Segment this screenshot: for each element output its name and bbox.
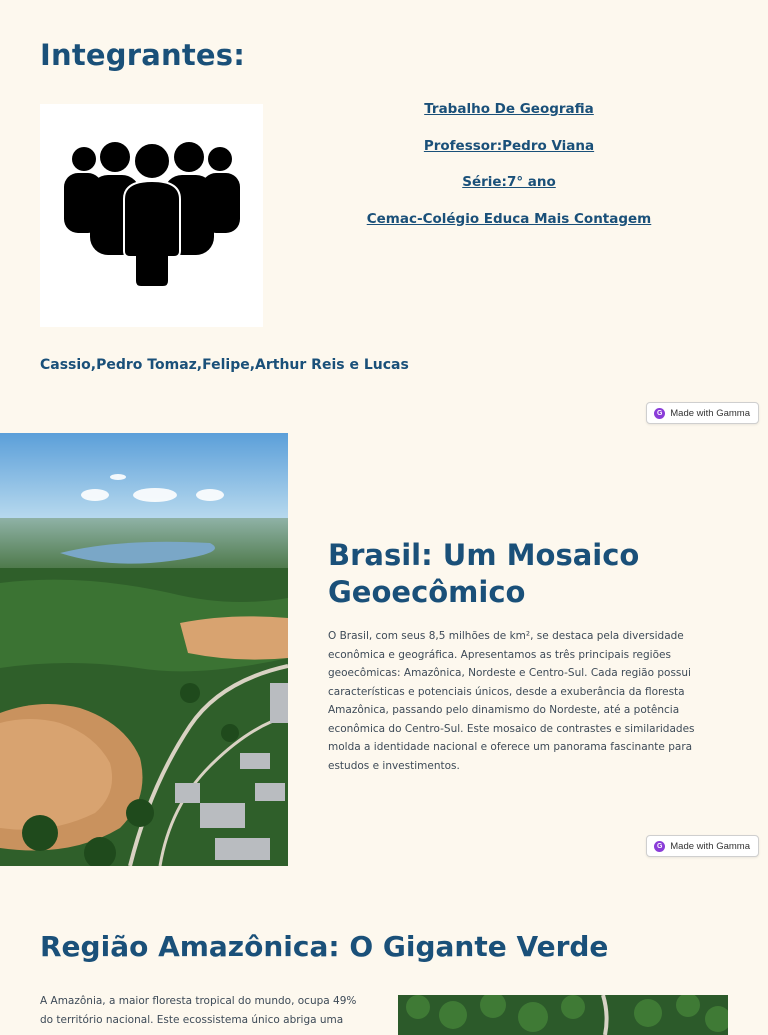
info-link-escola[interactable]: Cemac-Colégio Educa Mais Contagem (366, 210, 652, 227)
slide-integrantes (0, 0, 768, 433)
slide-amazonica (0, 900, 768, 1024)
badge-label: Made with Gamma (670, 840, 750, 852)
made-with-gamma-badge[interactable] (646, 835, 759, 857)
badge-label: Made with Gamma (670, 407, 750, 419)
group-people-icon (40, 104, 263, 327)
info-link-serie[interactable]: Série:7° ano (462, 174, 556, 190)
info-link-trabalho[interactable]: Trabalho De Geografia (424, 101, 594, 117)
amazonica-heading: Região Amazônica: O Gigante Verde (40, 930, 609, 963)
brasil-heading: Brasil: Um Mosaico Geoecômico (328, 538, 640, 609)
brasil-paragraph: O Brasil, com seus 8,5 milhões de km², se destaca pela diversidade econômica e geográfica. Apresentamos as três principais regiões geoecômicas: Amazônica, Nordeste e Centro-Sul. Cada região possui características e potenciais únicos, desde a exuberância da floresta Amazônica, passando pelo dinamismo do Nordeste, até a potência econômica do Centro-Sul. Este mosaico de contrastes e similaridades molda a identidade nacional e oferece um panorama fascinante para estudos e investimentos. (328, 630, 695, 772)
aerial-landscape-image (0, 433, 288, 866)
forest-canopy-image (398, 995, 728, 1035)
gamma-logo-icon: G (654, 408, 665, 419)
gamma-logo-icon: G (654, 841, 665, 852)
integrantes-heading: Integrantes: (40, 38, 246, 72)
slide-brasil (0, 433, 768, 900)
amazonica-paragraph: A Amazônia, a maior floresta tropical do mundo, ocupa 49% do território nacional. Este ecossistema único abriga uma (40, 995, 357, 1026)
people-silhouette-icon (62, 141, 242, 291)
info-link-professor[interactable]: Professor:Pedro Viana (423, 137, 595, 154)
project-info-list (360, 100, 658, 246)
members-list: Cassio,Pedro Tomaz,Felipe,Arthur Reis e Lucas (40, 357, 409, 373)
made-with-gamma-badge[interactable] (646, 402, 759, 424)
